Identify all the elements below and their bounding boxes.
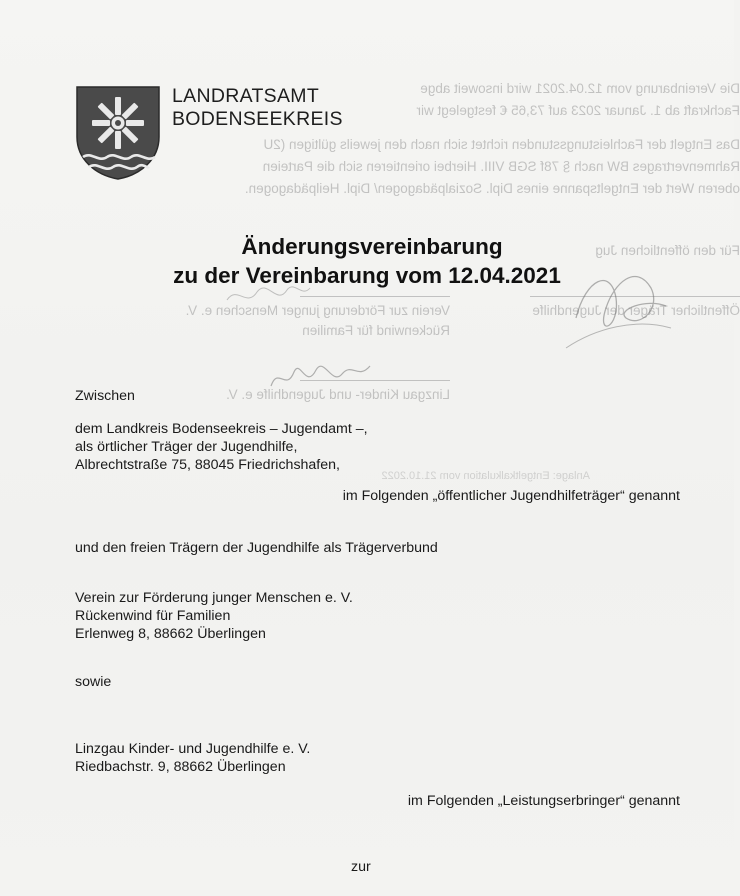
bleed-line: Für den öffentlichen Jug: [595, 243, 740, 258]
bleed-signature-rule: [300, 296, 450, 297]
bleed-signature-rule: [530, 296, 740, 297]
bleed-line: Öffentlicher Träger der Jugendhilfe: [532, 303, 740, 318]
party-2-line-3: Erlenweg 8, 88662 Überlingen: [75, 626, 266, 642]
party-3-line-2: Riedbachstr. 9, 88662 Überlingen: [75, 759, 286, 775]
party-3-line-1: Linzgau Kinder- und Jugendhilfe e. V.: [75, 741, 311, 757]
party-1-line-2: als örtlicher Träger der Jugendhilfe,: [75, 439, 298, 455]
zur-label: zur: [351, 859, 371, 875]
bleed-signature-rule: [300, 380, 450, 381]
party-3-address: [75, 740, 310, 776]
logo-line-2: BODENSEEKREIS: [172, 108, 343, 130]
title-line-1: Änderungsvereinbarung: [241, 234, 503, 259]
logo-wordmark: [172, 85, 343, 131]
bleed-line: Das Entgelt der Fachleistungsstunden richtet sich nach den jeweils gültigen (2U: [263, 137, 740, 152]
bleed-line: Linzgau Kinder- und Jugendhilfe e. V.: [226, 387, 450, 402]
bleed-line: Anlage: Entgeltkalkulation vom 21.10.2022: [381, 470, 590, 482]
signature-scribble: [266, 356, 376, 396]
bleed-line: Die Vereinbarung vom 12.04.2021 wird insoweit abge: [420, 81, 740, 96]
document-title: [0, 232, 734, 290]
party-2-line-2: Rückenwind für Familien: [75, 608, 231, 624]
title-line-2: zu der Vereinbarung vom 12.04.2021: [173, 263, 561, 288]
und-traegerverbund-line: und den freien Trägern der Jugendhilfe als Trägerverbund: [75, 540, 438, 556]
party-2-3-alias: im Folgenden „Leistungserbringer“ genannt: [407, 793, 680, 809]
bleed-line: Rückenwind für Familien: [302, 323, 450, 338]
party-1-alias: im Folgenden „öffentlicher Jugendhilfeträger“ genannt: [342, 488, 680, 504]
bleed-line: Rahmenvertrages BW nach § 78f SGB VIII. Hierbei orientieren sich die Parteien: [262, 159, 740, 174]
bleed-line: Verein zur Förderung junger Menschen e. V.: [185, 303, 450, 318]
zwischen-label: Zwischen: [75, 388, 135, 404]
party-1-line-3: Albrechtstraße 75, 88045 Friedrichshafen,: [75, 457, 340, 473]
bleed-line: oberen Wert der Entgeltspanne eines Dipl. Sozialpädagogen/ Dipl. Heilpädagogen.: [244, 181, 740, 196]
party-1-address: [75, 420, 368, 474]
sowie-label: sowie: [75, 674, 112, 690]
party-2-line-1: Verein zur Förderung junger Menschen e. V.: [75, 590, 353, 606]
logo-line-1: LANDRATSAMT: [172, 85, 320, 107]
party-2-address: [75, 589, 353, 643]
party-1-line-1: dem Landkreis Bodenseekreis – Jugendamt –,: [75, 421, 368, 437]
coat-of-arms-icon: [75, 85, 161, 181]
bleed-line: Fachkraft ab 1. Januar 2023 auf 73,65 € festgelegt wir: [416, 103, 740, 118]
